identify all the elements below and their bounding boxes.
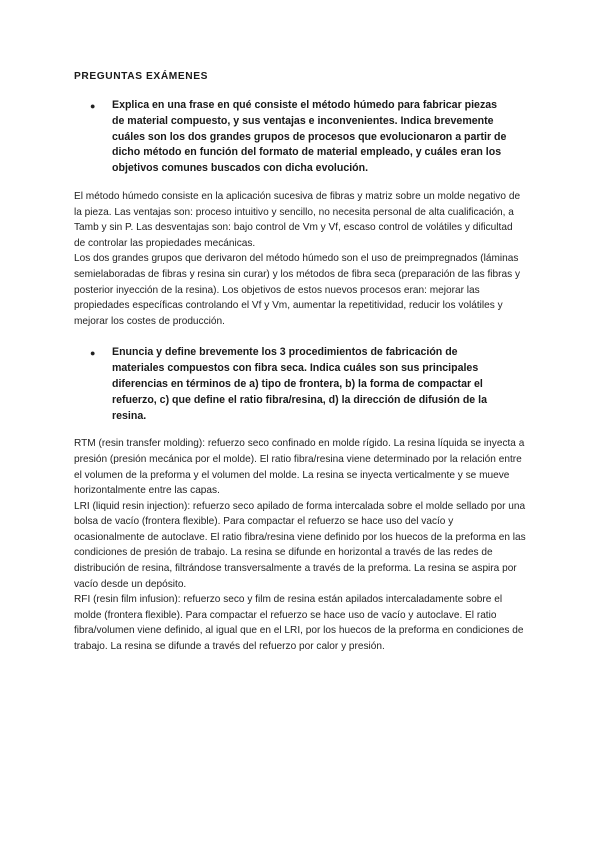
answer-2-paragraph-lri: LRI (liquid resin injection): refuerzo seco apilado de forma intercalada sobre el molde sellado por una bolsa de vacío (frontera flexible). Para compactar el refuerzo se hace uso del vacío y ocasionalmente de autoclave. El ratio fibra/resina viene definido por los huecos de la preforma en las condiciones de presión de trabajo. La resina se difunde en horizontal a través de las redes de distribución de resina, filtrándose transversalmente a través de la preforma. La resina se aspira por vacío desde un depósito. [74,500,526,590]
answer-2-paragraph-rtm: RTM (resin transfer molding): refuerzo seco confinado en molde rígido. La resina líquida se inyecta a presión (presión mecánica por el molde). El ratio fibra/resina viene determinado por la relación entre el volumen de la preforma y el volumen del molde. La resina se inyecta verticalmente y se mueve horizontalmente entre las capas. [74,438,525,497]
question-2-text: Enuncia y define brevemente los 3 procedimientos de fabricación de materiales compuestos con fibra seca. Indica cuáles son sus principales diferencias en términos de a) tipo de frontera, b) la forma de compactar el refuerzo, c) que define el ratio fibra/resina, d) la dirección de difusión de la resina. [112,346,487,422]
answer-1 [74,189,526,329]
answer-2 [74,436,526,654]
answer-2-paragraph-rfi: RFI (resin film infusion): refuerzo seco y film de resina están apilados intercaladamente sobre el molde (frontera flexible). Para compactar el refuerzo se hace uso de vacío y autoclave. El ratio fibra/volumen viene definido, al igual que en el LRI, por los huecos de la preforma en condiciones de trabajo. La resina se difunde a través del refuerzo por calor y presión. [74,594,524,653]
question-2 [90,345,510,424]
bullet-dot-icon: ● [90,101,96,111]
answer-1-paragraph-1: El método húmedo consiste en la aplicación sucesiva de fibras y matriz sobre un molde negativo de la pieza. Las ventajas son: proceso intuitivo y sencillo, no necesita personal de alta cualificación, a Tamb y sin P. Las desventajas son: bajo control de Vm y Vf, escaso control de volátiles y dificultad de controlar las propiedades mecánicas. [74,190,521,249]
question-1-text: Explica en una frase en qué consiste el método húmedo para fabricar piezas de material compuesto, y sus ventajas e inconvenientes. Indica brevemente cuáles son los dos grandes grupos de procesos que evolucionaron a partir de dicho método en función del formato de material empleado, y cuáles eran los objetivos comunes buscados con dicha evolución. [112,99,507,175]
document-title: PREGUNTAS EXÁMENES [74,71,209,82]
answer-1-paragraph-2: Los dos grandes grupos que derivaron del método húmedo son el uso de preimpregnados (láminas semielaboradas de fibras y resina sin curar) y los métodos de fibra seca (preparación de las fibras y posterior inyección de la resina). Los objetivos de estos nuevos procesos eran: mejorar las propiedades específicas controlando el Vf y Vm, aumentar la repetitividad, reducir los volátiles y mejorar los costes de producción. [74,253,521,327]
question-1 [90,98,510,177]
bullet-dot-icon: ● [90,348,96,359]
